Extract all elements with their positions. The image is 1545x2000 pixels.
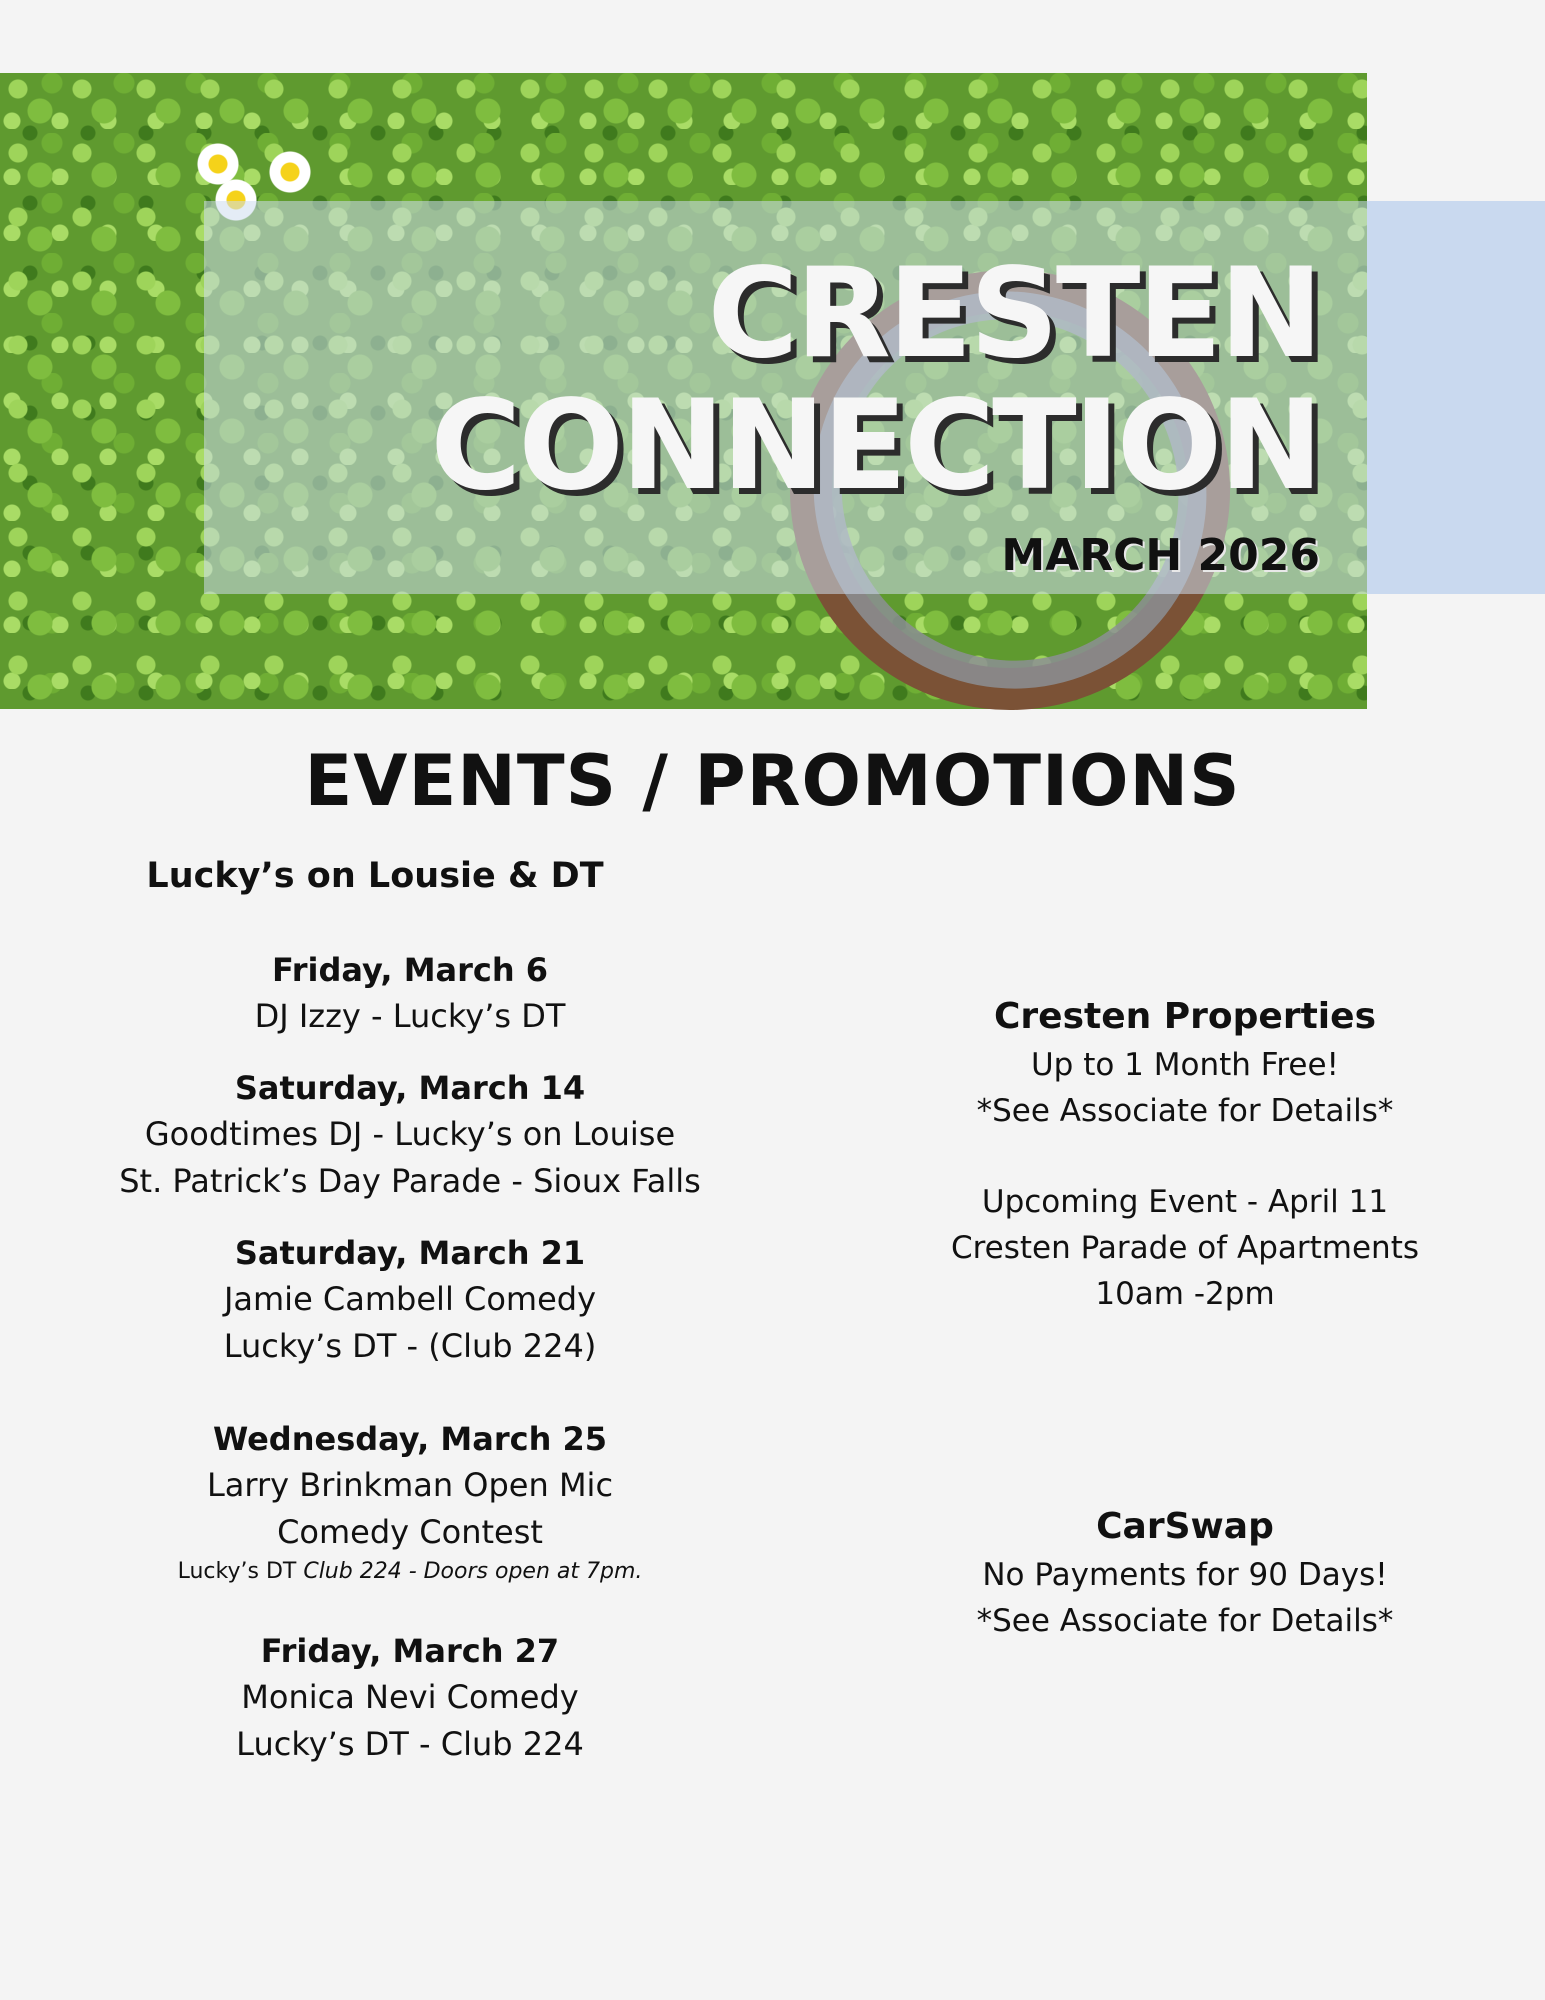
event-line: Lucky’s DT - (Club 224)	[223, 1327, 597, 1365]
daisy-flower-icon	[268, 150, 312, 194]
accent-strip	[1367, 201, 1545, 594]
promotion-title: CarSwap	[1096, 1506, 1274, 1547]
newsletter-title-line-2: CONNECTION	[430, 374, 1320, 518]
promotion-line: Cresten Parade of Apartments	[950, 1230, 1420, 1266]
event-item	[90, 1065, 730, 1205]
event-line: Goodtimes DJ - Lucky’s on Louise	[144, 1115, 676, 1153]
event-note-venue: Lucky’s DT	[177, 1559, 304, 1584]
events-column	[90, 852, 730, 1768]
promotion-block	[905, 1502, 1465, 1644]
promotions-column	[905, 992, 1465, 1644]
event-date: Saturday, March 14	[234, 1069, 586, 1107]
event-note-details: Club 224 - Doors open at 7pm.	[303, 1559, 643, 1584]
promotion-line: 10am -2pm	[1095, 1276, 1275, 1312]
issue-date: MARCH 2026	[1001, 530, 1320, 581]
event-line: Jamie Cambell Comedy	[223, 1280, 597, 1318]
event-line: Larry Brinkman Open Mic	[206, 1466, 614, 1504]
event-line: Comedy Contest	[277, 1513, 543, 1551]
event-item	[90, 1628, 730, 1768]
promotion-line: Upcoming Event - April 11	[981, 1184, 1389, 1220]
event-date: Friday, March 6	[271, 951, 549, 989]
event-item	[90, 1416, 730, 1588]
event-date: Saturday, March 21	[234, 1234, 586, 1272]
event-note	[90, 1556, 730, 1588]
section-title: EVENTS / PROMOTIONS	[304, 740, 1241, 822]
event-line: St. Patrick’s Day Parade - Sioux Falls	[119, 1162, 701, 1200]
event-date: Wednesday, March 25	[212, 1420, 608, 1458]
promotion-block	[905, 1179, 1465, 1317]
promotion-block	[905, 992, 1465, 1134]
promotion-line: Up to 1 Month Free!	[1030, 1047, 1339, 1083]
event-line: Monica Nevi Comedy	[241, 1678, 579, 1716]
promotion-title: Cresten Properties	[993, 996, 1376, 1037]
event-line: DJ Izzy - Lucky’s DT	[254, 997, 566, 1035]
promotion-line: No Payments for 90 Days!	[982, 1557, 1388, 1593]
newsletter-title-line-1: CRESTEN	[707, 242, 1320, 386]
event-item	[90, 1230, 730, 1370]
event-line: Lucky’s DT - Club 224	[236, 1725, 584, 1763]
promotion-line: *See Associate for Details*	[976, 1603, 1394, 1639]
venue-heading: Lucky’s on Lousie & DT	[146, 856, 604, 896]
event-item	[90, 947, 730, 1040]
event-date: Friday, March 27	[260, 1632, 560, 1670]
promotion-line: *See Associate for Details*	[976, 1093, 1394, 1129]
